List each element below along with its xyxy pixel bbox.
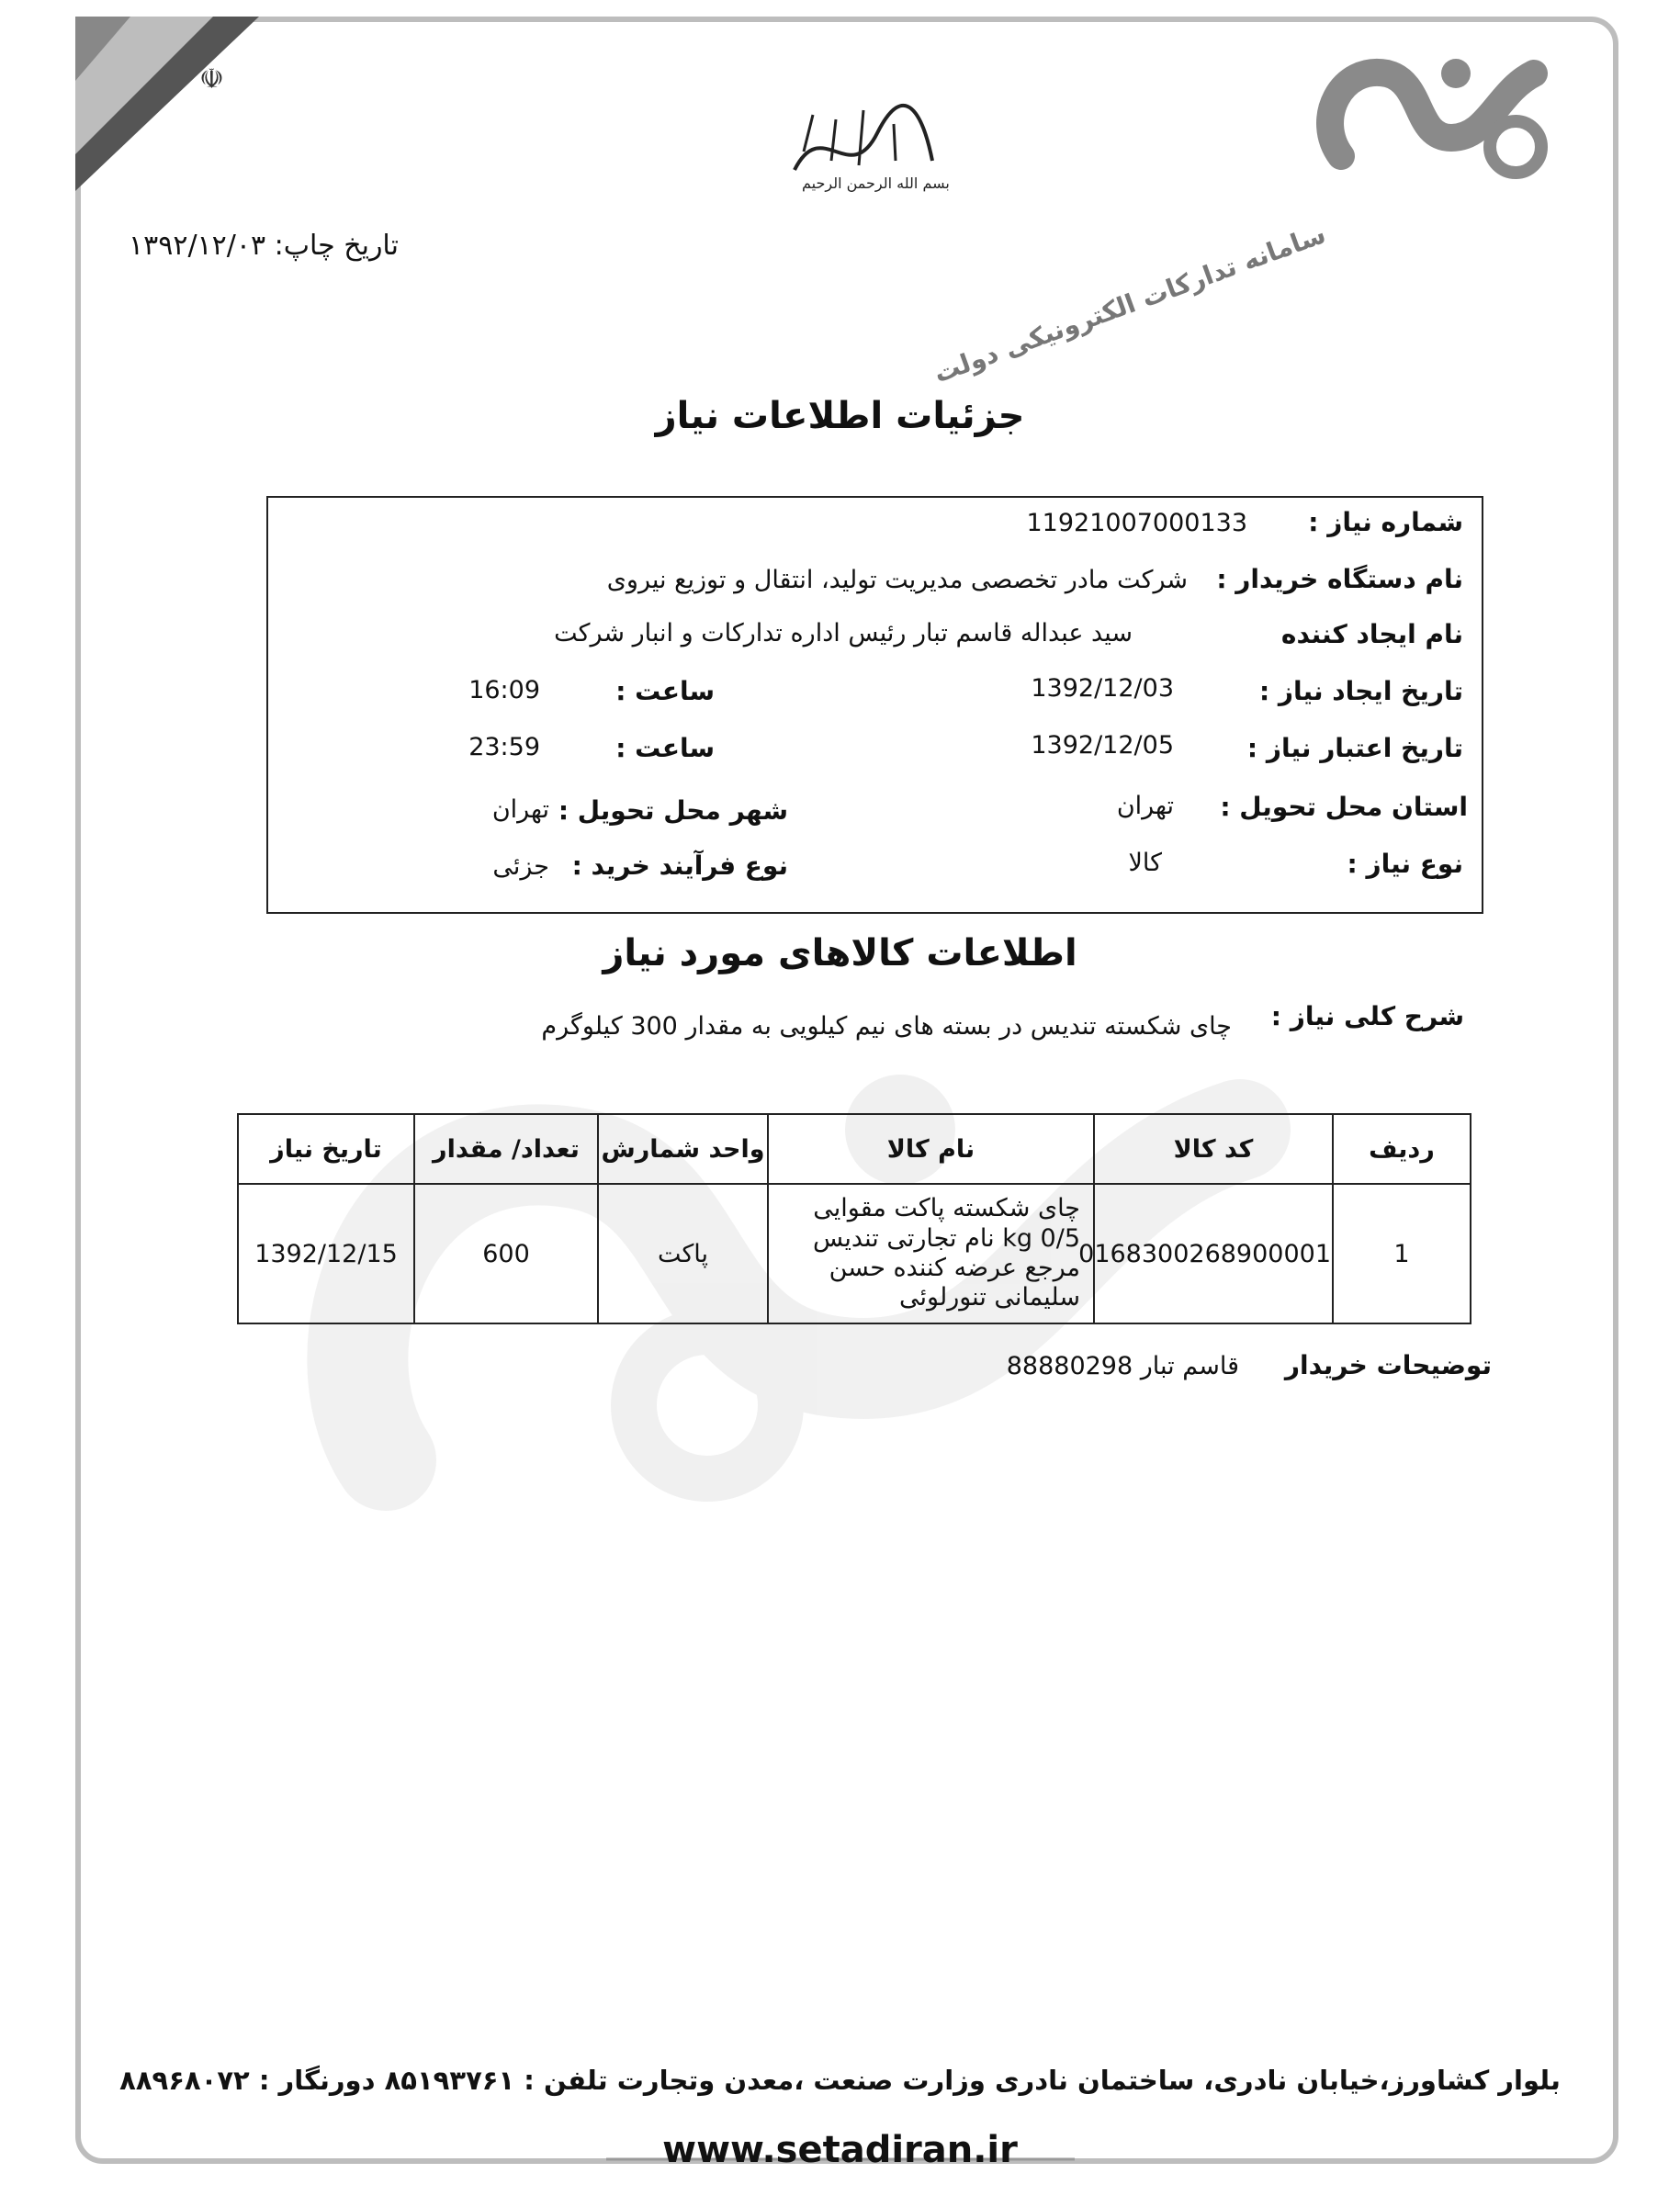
buyer-notes-label: توضیحات خریدار	[1284, 1350, 1492, 1380]
general-desc-value: چای شکسته تندیس در بسته های نیم کیلویی به مقدار 300 کیلوگرم	[541, 1012, 1232, 1041]
buyer-value: شرکت مادر تخصصی مدیریت تولید، انتقال و توزیع نیروی	[606, 566, 1188, 594]
header-name: نام کالا	[768, 1114, 1094, 1184]
header-unit: واحد شمارش	[598, 1114, 768, 1184]
cell-code: 0168300268900001	[1094, 1184, 1333, 1323]
valid-time-value: 23:59	[468, 733, 540, 761]
setad-logo-icon	[930, 37, 1571, 389]
city-label: شهر محل تحویل :	[558, 795, 788, 826]
created-date-label: تاریخ ایجاد نیاز :	[1258, 676, 1463, 706]
buyer-label: نام دستگاه خریدار :	[1216, 564, 1463, 594]
cell-unit: پاکت	[598, 1184, 768, 1323]
print-date: تاریخ چاپ: ۱۳۹۲/۱۲/۰۳	[129, 230, 399, 262]
valid-date-label: تاریخ اعتبار نیاز :	[1246, 733, 1463, 763]
valid-time-label: ساعت :	[615, 733, 715, 763]
basmala-text: بسم الله الرحمن الرحیم	[802, 175, 950, 192]
need-type-label: نوع نیاز :	[1347, 849, 1463, 879]
header-date: تاریخ نیاز	[238, 1114, 414, 1184]
city-value: تهران	[491, 795, 549, 824]
province-label: استان محل تحویل :	[1220, 792, 1468, 822]
footer-address: بلوار کشاورز،خیابان نادری، ساختمان نادری وزارت صنعت ،معدن وتجارت تلفن : ۸۵۱۹۳۷۶۱ دورنگار : ۸۸۹۶۸۰۷۲	[119, 2065, 1561, 2096]
general-desc-label: شرح کلی نیاز :	[1270, 1001, 1464, 1031]
table-row	[238, 1184, 1471, 1323]
svg-text:☫: ☫	[199, 63, 224, 96]
table-header-row	[238, 1114, 1471, 1184]
cell-name: چای شکسته پاکت مقوایی kg 0/5 نام تجارتی تندیس مرجع عرضه کننده حسن سلیمانی تنورلوئی	[768, 1184, 1094, 1323]
header-qty: تعداد/ مقدار	[414, 1114, 598, 1184]
buyer-notes-value: قاسم تبار 88880298	[1006, 1352, 1239, 1380]
process-label: نوع فرآیند خرید :	[571, 850, 788, 881]
created-time-label: ساعت :	[615, 676, 715, 706]
process-value: جزئی	[492, 852, 549, 881]
page-title: جزئیات اطلاعات نیاز	[655, 395, 1025, 437]
goods-title: اطلاعات کالاهای مورد نیاز	[603, 932, 1077, 974]
header-row-index: ردیف	[1333, 1114, 1471, 1184]
creator-label: نام ایجاد کننده	[1280, 619, 1463, 649]
basmala-calligraphy-icon	[785, 96, 950, 197]
need-number-value: 11921007000133	[1026, 509, 1247, 537]
created-date-value: 1392/12/03	[1031, 674, 1174, 703]
cell-date: 1392/12/15	[238, 1184, 414, 1323]
logo-caption: سامانه تدارکات الکترونیکی دولت	[930, 219, 1330, 389]
created-time-value: 16:09	[468, 676, 540, 704]
need-type-value: کالا	[1128, 849, 1162, 877]
need-info-box	[266, 496, 1483, 914]
cell-row-index: 1	[1333, 1184, 1471, 1323]
creator-value: سید عبداله قاسم تبار رئیس اداره تدارکات و انبار شرکت	[554, 619, 1133, 647]
need-number-label: شماره نیاز :	[1308, 507, 1463, 537]
province-value: تهران	[1116, 792, 1174, 820]
goods-table	[237, 1113, 1471, 1324]
cell-qty: 600	[414, 1184, 598, 1323]
header-code: کد کالا	[1094, 1114, 1333, 1184]
valid-date-value: 1392/12/05	[1031, 731, 1174, 760]
footer-url: www.setadiran.ir	[662, 2129, 1018, 2171]
iran-emblem-icon	[75, 17, 296, 191]
